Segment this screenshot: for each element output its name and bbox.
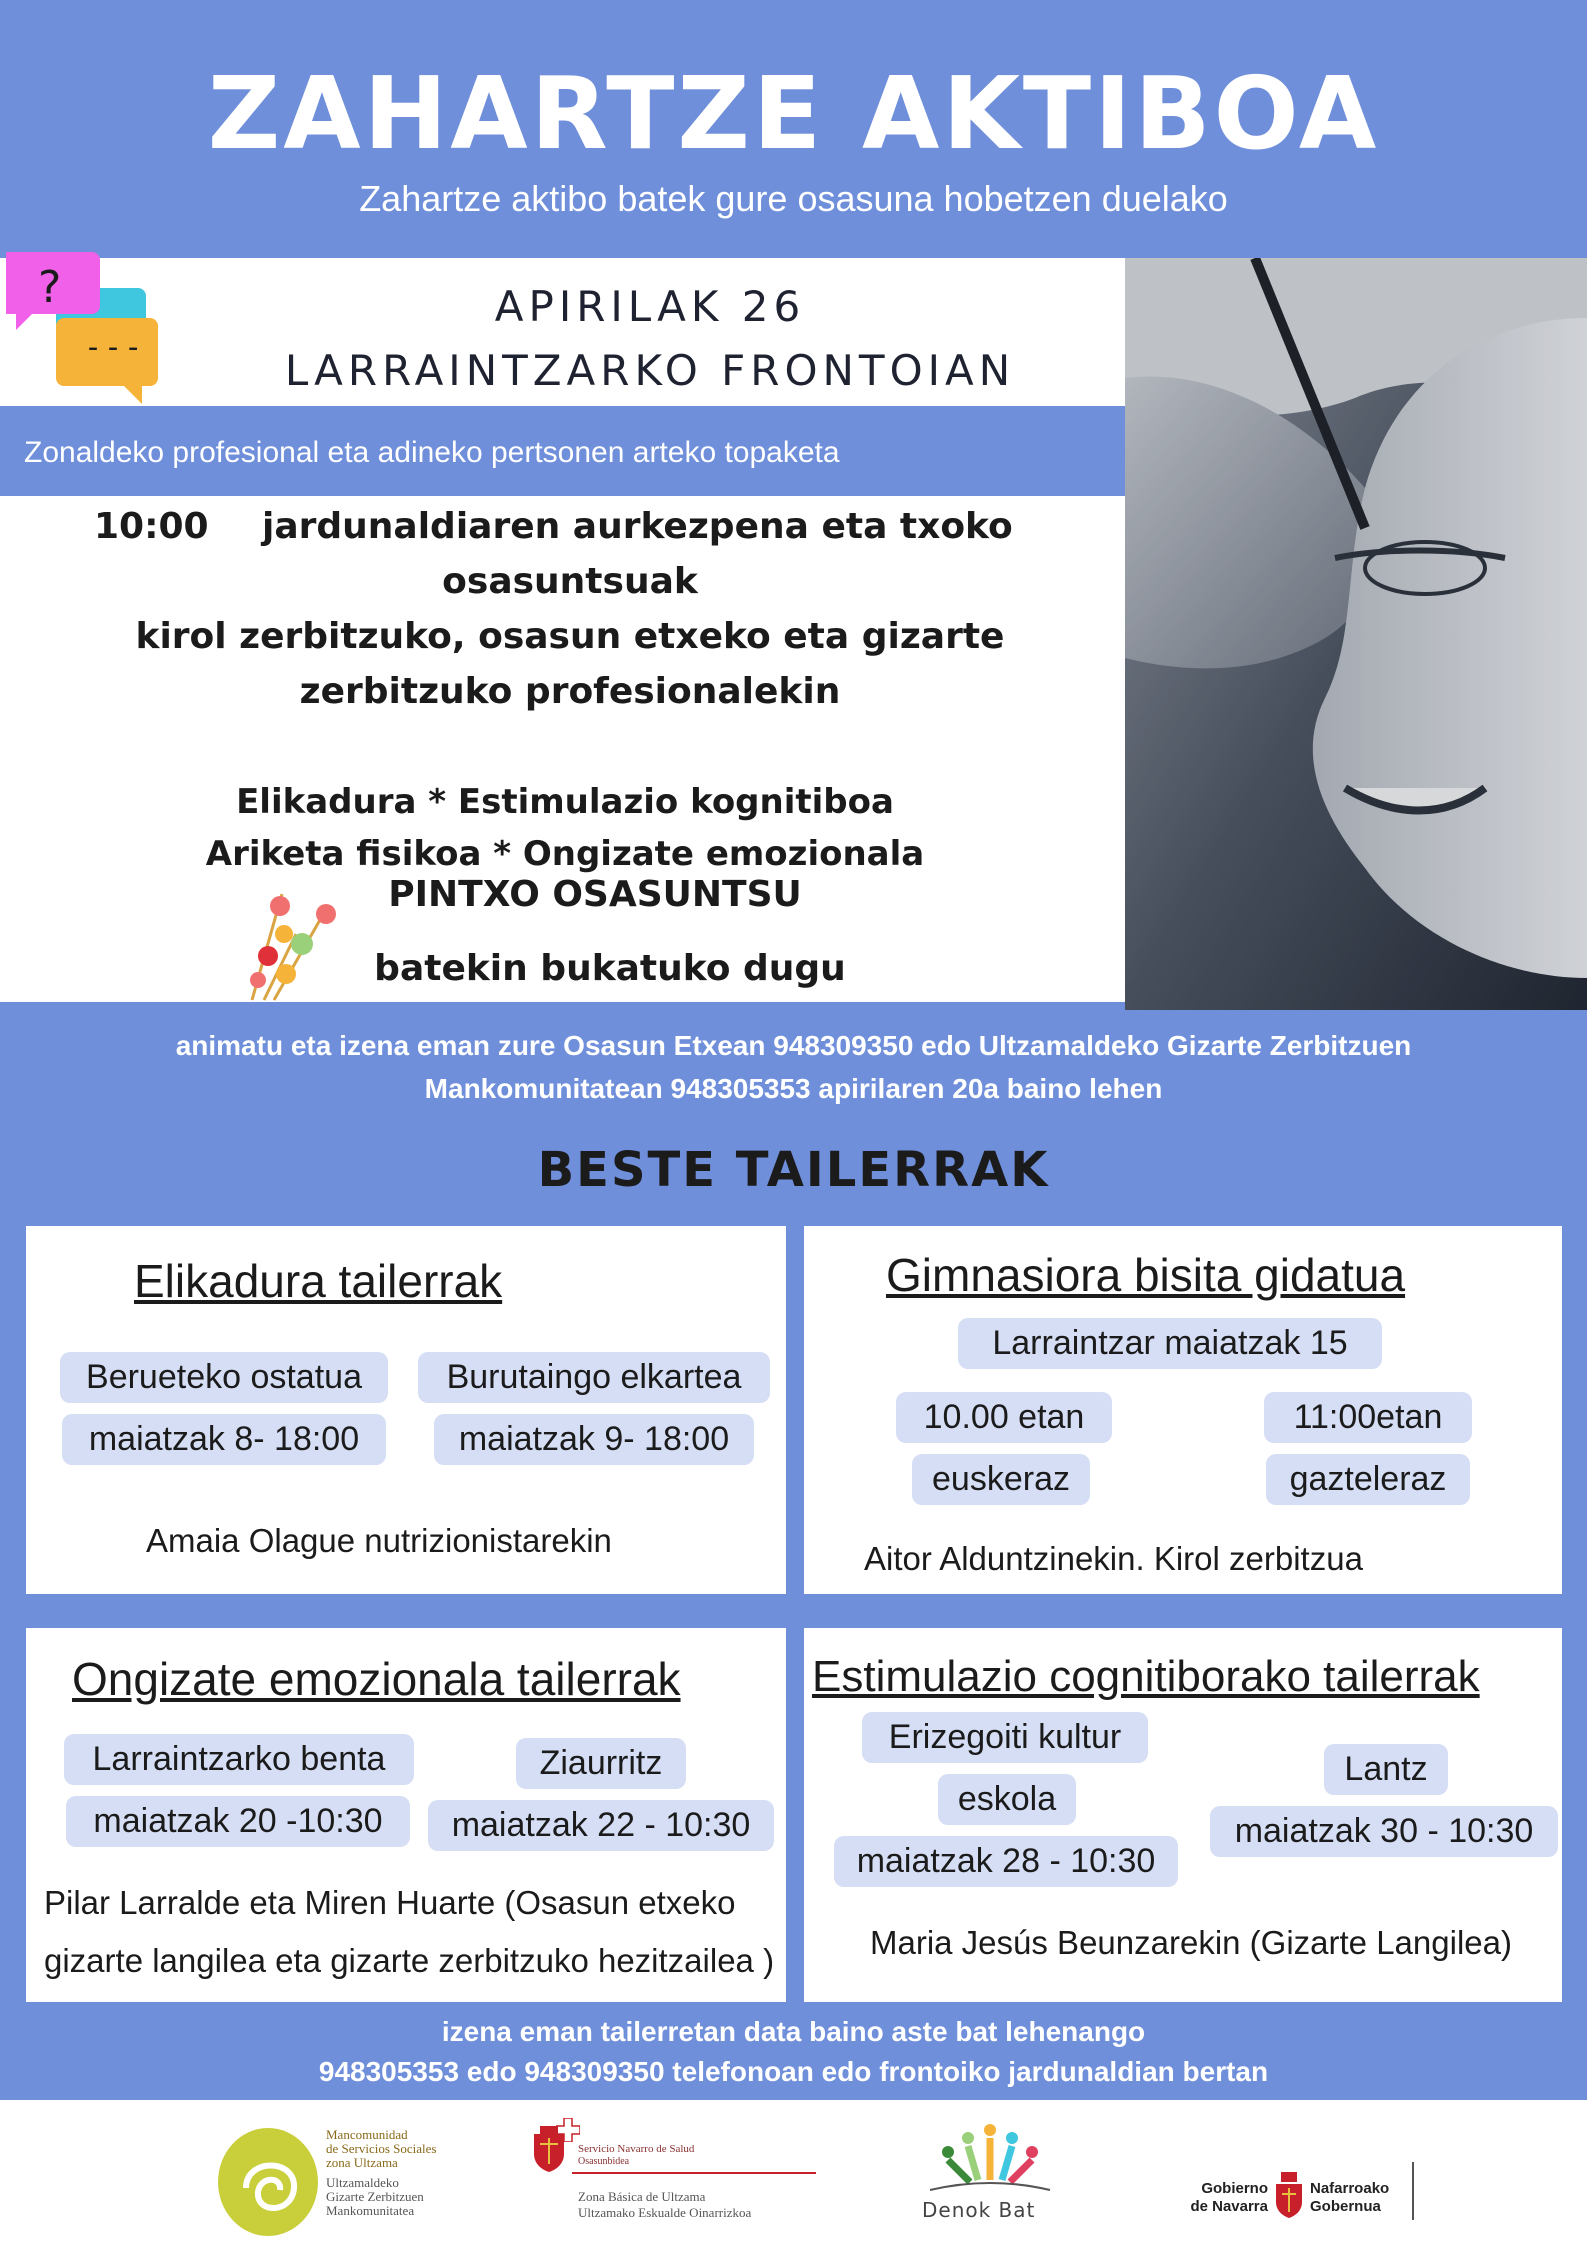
emotional-note-1: Pilar Larralde eta Miren Huarte (Osasun etxeko — [44, 1884, 736, 1921]
mancomunidad-text-es-2: de Servicios Sociales — [326, 2141, 437, 2156]
event-date: APIRILAK 26 — [494, 282, 806, 331]
nutrition-place-2: Burutaingo elkartea — [418, 1352, 770, 1403]
pintxo-skewer-icon — [240, 884, 340, 1002]
mancomunidad-text-eu-1: Ultzamaldeko — [326, 2175, 399, 2190]
gobierno-text-1: Gobierno — [1201, 2180, 1268, 2197]
navarra-coat-of-arms-icon — [1274, 2170, 1304, 2220]
gym-visit-title: Gimnasiora bisita gidatua — [886, 1249, 1406, 1301]
bubble-question-mark: ? — [38, 262, 62, 313]
denok-bat-logo — [920, 2120, 1060, 2196]
nutrition-date-2: maiatzak 9- 18:00 — [434, 1414, 754, 1465]
gym-visit-language-2: gazteleraz — [1266, 1454, 1470, 1505]
denok-bat-text: Denok Bat — [922, 2198, 1036, 2222]
signup-notice-line-1: izena eman tailerretan data baino aste bat lehenango — [441, 2016, 1146, 2047]
gym-visit-time-1: 10.00 etan — [896, 1392, 1112, 1443]
salud-text-4: Ultzamako Eskualde Oinarrizkoa — [578, 2205, 752, 2220]
nafarroako-text-1: Nafarroako — [1310, 2180, 1390, 2197]
program-line-2: osasuntsuak — [442, 561, 698, 602]
nafarroako-text-2: Gobernua — [1310, 2198, 1381, 2215]
emotional-workshop-title: Ongizate emozionala tailerrak — [72, 1653, 681, 1705]
gym-visit-place: Larraintzar maiatzak 15 — [958, 1318, 1382, 1369]
closing-line-2: batekin bukatuko dugu — [374, 948, 846, 989]
nutrition-date-1: maiatzak 8- 18:00 — [62, 1414, 386, 1465]
other-workshops-title: BESTE TAILERRAK — [537, 1142, 1050, 1198]
cognitive-place-2: Lantz — [1324, 1744, 1448, 1795]
gym-visit-time-2: 11:00etan — [1264, 1392, 1472, 1443]
poster-title: ZAHARTZE AKTIBOA — [207, 55, 1380, 172]
cognitive-note: Maria Jesús Beunzarekin (Gizarte Langilea) — [870, 1924, 1512, 1961]
registration-line-2: Mankomunitatean 948305353 apirilaren 20a baino lehen — [424, 1073, 1163, 1104]
gym-visit-language-1: euskeraz — [912, 1454, 1090, 1505]
emotional-place-1: Larraintzarko benta — [64, 1734, 414, 1785]
cognitive-place-1b: eskola — [938, 1774, 1076, 1825]
mancomunidad-text-es-3: zona Ultzama — [326, 2155, 398, 2170]
program-line-3: kirol zerbitzuko, osasun etxeko eta gizarte — [135, 616, 1005, 657]
salud-text-2: Osasunbidea — [578, 2156, 630, 2167]
red-cross-icon — [556, 2118, 580, 2142]
registration-line-1: animatu eta izena eman zure Osasun Etxean 948309350 edo Ultzamaldeko Gizarte Zerbitzuen — [175, 1030, 1412, 1061]
mancomunidad-logo — [216, 2118, 326, 2238]
salud-text-3: Zona Básica de Ultzama — [578, 2189, 706, 2204]
logo-divider — [1412, 2162, 1414, 2220]
poster-subtitle: Zahartze aktibo batek gure osasuna hobetzen duelako — [359, 178, 1228, 219]
program-line-4: zerbitzuko profesionalekin — [299, 671, 841, 712]
mancomunidad-text-eu-3: Mankomunitatea — [326, 2203, 415, 2218]
cognitive-place-1a: Erizegoiti kultur — [862, 1712, 1148, 1763]
elderly-couple-photo — [1125, 258, 1587, 1010]
cognitive-date-1: maiatzak 28 - 10:30 — [834, 1836, 1178, 1887]
topics-line-2: Ariketa fisikoa * Ongizate emozionala — [205, 834, 925, 874]
emotional-note-2: gizarte langilea eta gizarte zerbitzuko hezitzailea ) — [44, 1942, 775, 1979]
meeting-description: Zonaldeko profesional eta adineko pertsonen arteko topaketa — [24, 436, 840, 469]
salud-text-1: Servicio Navarro de Salud — [578, 2143, 695, 2155]
mancomunidad-text-es-1: Mancomunidad — [326, 2127, 408, 2142]
salud-divider — [572, 2172, 816, 2174]
nutrition-place-1: Berueteko ostatua — [60, 1352, 388, 1403]
gym-visit-note: Aitor Alduntzinekin. Kirol zerbitzua — [864, 1540, 1363, 1577]
topics-line-1: Elikadura * Estimulazio kognitiboa — [236, 782, 894, 822]
nutrition-workshop-title: Elikadura tailerrak — [134, 1255, 503, 1307]
emotional-date-2: maiatzak 22 - 10:30 — [428, 1800, 774, 1851]
emotional-date-1: maiatzak 20 -10:30 — [66, 1796, 410, 1847]
chat-bubbles-icon — [6, 248, 158, 408]
program-line-1: jardunaldiaren aurkezpena eta txoko — [262, 506, 1013, 547]
emotional-place-2: Ziaurritz — [516, 1738, 686, 1789]
closing-line-1: PINTXO OSASUNTSU — [388, 874, 802, 915]
mancomunidad-text-eu-2: Gizarte Zerbitzuen — [326, 2189, 424, 2204]
cognitive-date-2: maiatzak 30 - 10:30 — [1210, 1806, 1558, 1857]
nutrition-note: Amaia Olague nutrizionistarekin — [146, 1522, 612, 1559]
signup-notice-line-2: 948305353 edo 948309350 telefonoan edo frontoiko jardunaldian bertan — [318, 2056, 1269, 2087]
event-place: LARRAINTZARKO FRONTOIAN — [284, 346, 1016, 395]
bubble-dots: --- — [84, 330, 145, 365]
gobierno-text-2: de Navarra — [1190, 2198, 1268, 2215]
program-time: 10:00 — [94, 506, 209, 547]
cognitive-workshop-title: Estimulazio cognitiborako tailerrak — [812, 1652, 1480, 1701]
